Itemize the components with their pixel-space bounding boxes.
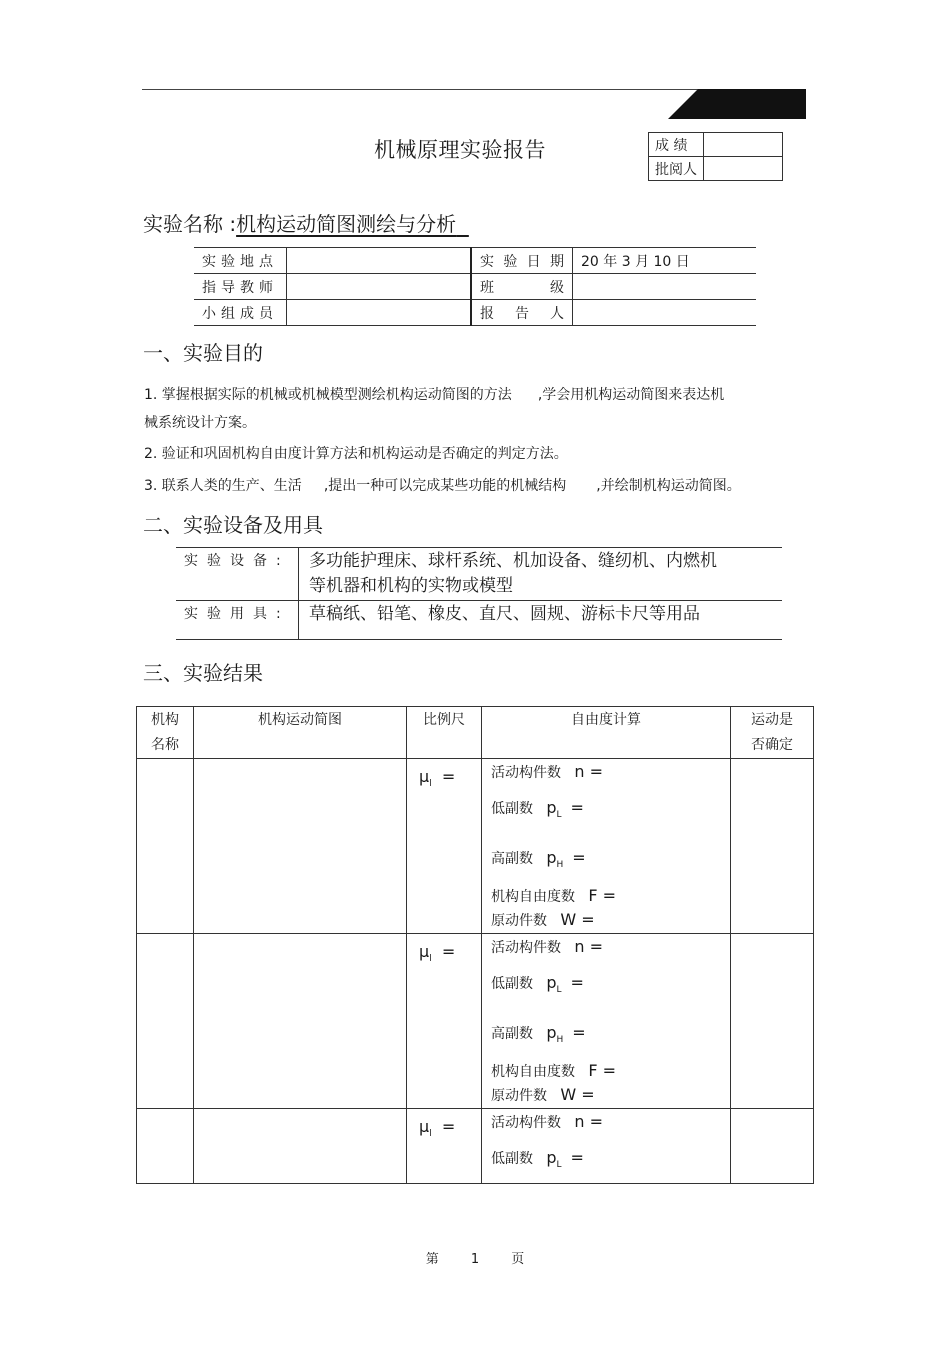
tools-label: 实验用具: <box>176 601 299 640</box>
section2-heading: 二、实验设备及用具 <box>143 513 323 537</box>
dof-cell[interactable]: 活动构件数 n = 低副数 $p_L$ = 高副数 $p_H$ = 机构自由度数 F = 原动件数 W = <box>482 759 731 934</box>
experiment-name-prefix: 实验名称 : <box>143 212 237 236</box>
grade-table <box>648 132 783 181</box>
reviewer-value-cell[interactable] <box>704 157 783 181</box>
motion-determined-cell[interactable] <box>731 759 814 934</box>
results-table <box>136 706 814 1184</box>
scale-cell[interactable]: $\mu_l$ = <box>407 934 482 1109</box>
date-label: 实 验 日 期 <box>480 253 564 270</box>
objective-3: 3. 联系人类的生产、生活 ,提出一种可以完成某些功能的机械结构 ,并绘制机构运动简图。 <box>144 478 741 494</box>
col-diagram: 机构运动简图 <box>194 707 407 759</box>
members-label: 小组成员 <box>194 300 287 326</box>
motion-determined-cell[interactable] <box>731 1109 814 1184</box>
diagram-cell[interactable] <box>194 1109 407 1184</box>
teacher-label: 指导教师 <box>194 274 287 300</box>
result-row <box>137 934 814 1109</box>
col-mechanism-name: 机构 名称 <box>137 707 194 759</box>
tools-value: 草稿纸、铅笔、橡皮、直尺、圆规、游标卡尺等用品 <box>299 601 783 640</box>
location-label: 实验地点 <box>194 248 287 274</box>
equipment-label: 实验设备: <box>176 548 299 601</box>
scale-cell[interactable]: $\mu_l$ = <box>407 1109 482 1184</box>
reporter-label: 报 告 人 <box>480 305 564 322</box>
col-motion: 运动是 否确定 <box>731 707 814 759</box>
scale-cell[interactable]: $\mu_l$ = <box>407 759 482 934</box>
section3-heading: 三、实验结果 <box>143 661 263 685</box>
dof-cell[interactable]: 活动构件数 n = 低副数 $p_L$ = <box>482 1109 731 1184</box>
equipment-value: 多功能护理床、球杆系统、机加设备、缝纫机、内燃机 等机器和机构的实物或模型 <box>299 548 783 601</box>
objective-1: 1. 掌握根据实际的机械或机械模型测绘机构运动简图的方法 ,学会用机构运动简图来表达机 <box>144 387 725 403</box>
result-row <box>137 1109 814 1184</box>
objective-2: 2. 验证和巩固机构自由度计算方法和机构运动是否确定的判定方法。 <box>144 446 568 462</box>
page-number: 第 1 页 <box>425 1252 525 1267</box>
experiment-name <box>143 208 469 237</box>
col-dof: 自由度计算 <box>482 707 731 759</box>
grade-value-cell[interactable] <box>704 133 783 157</box>
grade-label: 成 绩 <box>649 133 704 157</box>
experiment-name-value: 机构运动简图测绘与分析 <box>236 212 457 236</box>
equipment-table <box>176 547 782 640</box>
diagram-cell[interactable] <box>194 759 407 934</box>
teacher-value[interactable] <box>287 274 472 300</box>
motion-determined-cell[interactable] <box>731 934 814 1109</box>
reviewer-label: 批阅人 <box>649 157 704 181</box>
reporter-value[interactable] <box>573 300 757 326</box>
page-title: 机械原理实验报告 <box>374 138 546 162</box>
location-value[interactable] <box>287 248 472 274</box>
class-value[interactable] <box>573 274 757 300</box>
result-row <box>137 759 814 934</box>
mechanism-name-cell[interactable] <box>137 759 194 934</box>
experiment-info-table <box>194 247 756 326</box>
mechanism-name-cell[interactable] <box>137 1109 194 1184</box>
date-value[interactable]: 20 年 3 月 10 日 <box>573 248 757 274</box>
objective-1-continued: 械系统设计方案。 <box>144 415 256 431</box>
dof-cell[interactable]: 活动构件数 n = 低副数 $p_L$ = 高副数 $p_H$ = 机构自由度数 F = 原动件数 W = <box>482 934 731 1109</box>
col-scale: 比例尺 <box>407 707 482 759</box>
section1-heading: 一、实验目的 <box>143 341 263 365</box>
diagram-cell[interactable] <box>194 934 407 1109</box>
header-corner-block <box>668 89 806 119</box>
members-value[interactable] <box>287 300 472 326</box>
class-label: 班 级 <box>480 279 564 296</box>
mechanism-name-cell[interactable] <box>137 934 194 1109</box>
